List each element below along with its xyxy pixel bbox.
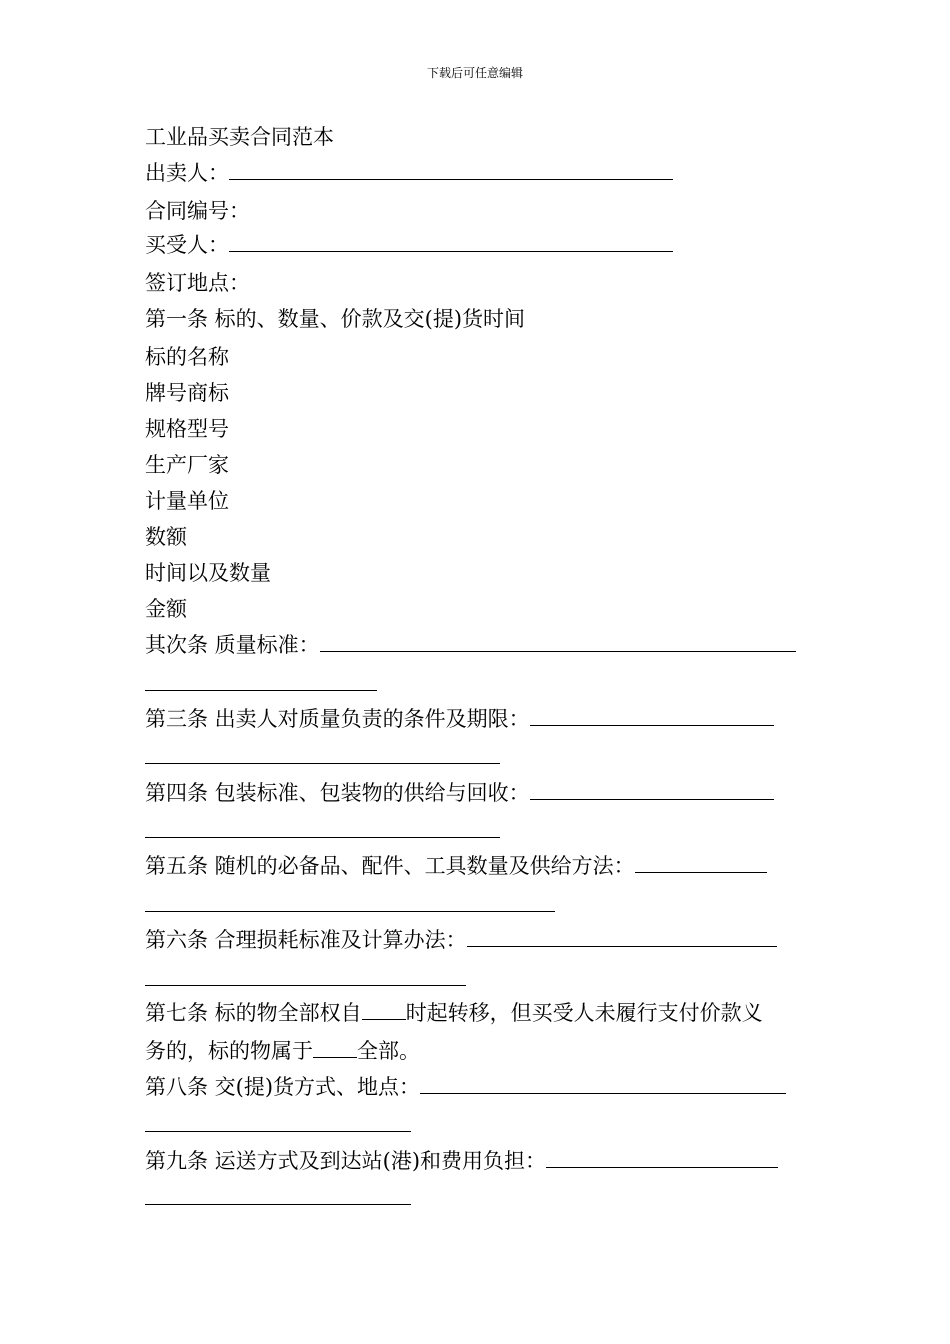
article-9: 第九条 运送方式及到达站(港)和费用负担： — [145, 1149, 547, 1173]
seller-blank[interactable] — [229, 161, 673, 180]
article-1: 第一条 标的、数量、价款及交(提)货时间 — [145, 307, 526, 331]
buyer-blank[interactable] — [229, 233, 673, 252]
article-6-line — [145, 925, 777, 955]
buyer-line — [145, 230, 673, 260]
item-name: 标的名称 — [145, 345, 229, 369]
article-2-blank-cont[interactable] — [145, 690, 377, 691]
seller-line — [145, 158, 673, 188]
article-7-line-2 — [145, 1036, 420, 1066]
buyer-label: 买受人： — [145, 233, 229, 257]
article-3-line — [145, 704, 774, 734]
item-spec: 规格型号 — [145, 417, 229, 441]
article-4-blank-cont[interactable] — [145, 837, 500, 838]
article-7-part-b: 时起转移，但买受人未履行支付价款义 — [405, 1001, 763, 1025]
item-brand: 牌号商标 — [145, 381, 229, 405]
article-3-blank[interactable] — [530, 707, 774, 726]
article-9-line — [145, 1146, 778, 1176]
article-6-blank-cont[interactable] — [145, 985, 466, 986]
article-5: 第五条 随机的必备品、配件、工具数量及供给方法： — [145, 854, 635, 878]
article-8-blank-cont[interactable] — [145, 1131, 411, 1132]
article-7-part-c: 务的，标的物属于 — [145, 1039, 313, 1063]
article-8: 第八条 交(提)货方式、地点： — [145, 1075, 421, 1099]
item-sum: 金额 — [145, 597, 187, 621]
article-8-line — [145, 1072, 786, 1102]
article-8-blank[interactable] — [420, 1075, 786, 1094]
sign-place-label: 签订地点： — [145, 271, 250, 295]
article-9-blank[interactable] — [546, 1149, 778, 1168]
article-5-line — [145, 851, 767, 881]
document-title: 工业品买卖合同范本 — [145, 125, 334, 149]
article-3-blank-cont[interactable] — [145, 763, 500, 764]
article-6: 第六条 合理损耗标准及计算办法： — [145, 928, 467, 952]
article-7-part-d: 全部。 — [357, 1039, 420, 1063]
item-amount: 数额 — [145, 525, 187, 549]
article-3: 第三条 出卖人对质量负责的条件及期限： — [145, 707, 530, 731]
article-7-part-a: 第七条 标的物全部权自 — [145, 1001, 362, 1025]
page-header: 下载后可任意编辑 — [426, 66, 523, 80]
article-2-line — [145, 630, 796, 660]
article-7-blank-1[interactable] — [362, 1001, 406, 1020]
item-time-qty: 时间以及数量 — [145, 561, 271, 585]
article-4-line — [145, 778, 774, 808]
article-2: 其次条 质量标准： — [145, 633, 320, 657]
seller-label: 出卖人： — [145, 161, 229, 185]
article-4: 第四条 包装标准、包装物的供给与回收： — [145, 781, 530, 805]
item-maker: 生产厂家 — [145, 453, 229, 477]
article-6-blank[interactable] — [467, 928, 777, 947]
article-7-blank-2[interactable] — [313, 1039, 357, 1058]
article-9-blank-cont[interactable] — [145, 1204, 411, 1205]
article-7-line-1 — [145, 998, 763, 1028]
contract-no-label: 合同编号： — [145, 199, 250, 223]
article-2-blank[interactable] — [320, 633, 796, 652]
article-4-blank[interactable] — [530, 781, 774, 800]
article-5-blank-cont[interactable] — [145, 911, 555, 912]
article-5-blank[interactable] — [635, 854, 767, 873]
item-unit: 计量单位 — [145, 489, 229, 513]
